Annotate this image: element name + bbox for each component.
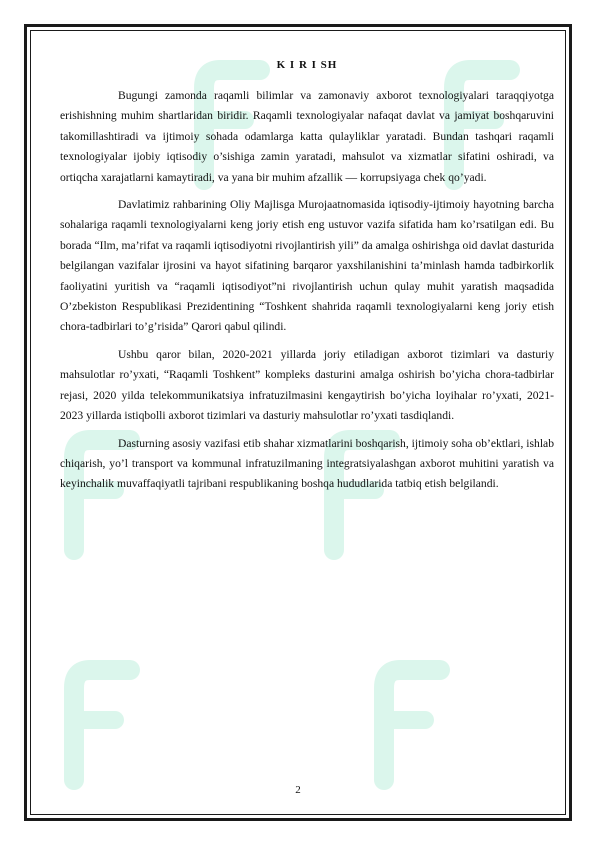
page-number: 2 bbox=[295, 784, 301, 796]
paragraph-address: Davlatimiz rahbarining Oliy Majlisga Murojaatnomasida iqtisodiy-ijtimoiy hayotning barcha sohalariga raqamli texnologiyalarni keng joriy etish eng ustuvor vazifa sifatida ham ko’rsatilgan edi. Bu borada “Ilm, ma’rifat va raqamli iqtisodiyotni rivojlantirish yili” da amalga oshirishga oid davlat dasturida belgilangan vazifalar ijrosini va hayot sifatining barqaror yaxshilanishini ta’minlash hamda tadbirkorlik faoliyatini yuritish va “raqamli iqtisodiyot”ni rivojlantirish uchun qulay muhit yaratish maqsadida O’zbekiston Respublikasi Prezidentining “Toshkent shahrida raqamli texnologiyalarni keng joriy etish chora-tadbirlari to’g’risida” Qarori qabul qilindi. bbox=[60, 198, 554, 334]
paragraph-intro: Bugungi zamonda raqamli bilimlar va zamonaviy axborot texnologiyalari taraqqiyotga erishishning muhim shartlaridan biridir. Raqamli texnologiyalar nafaqat davlat va jamiyat boshqaruvini takomillashtiradi va ijtimoiy sohada odamlarga katta qulayliklar yaratadi. Bundan tashqari raqamli texnologiyalar ijobiy iqtisodiy o’sishiga zamin yaratadi, mahsulot va xizmatlar sifatini oshiradi, va ortiqcha xarajatlarni kamaytiradi, va yana bir muhim afzallik — korrupsiyaga chek qo’yadi. bbox=[60, 89, 554, 184]
paragraph-decree: Ushbu qaror bilan, 2020-2021 yillarda joriy etiladigan axborot tizimlari va dasturiy mahsulotlar ro’yxati, “Raqamli Toshkent” kompleks dasturini amalga oshirish bo’yicha chora-tadbirlar rejasi, 2020 yilda telekommunikatsiya infratuzilmasini kengaytirish bo’yicha loyihalar ro’yxati, 2021- 2023 yillarda istiqbolli axborot tizimlari va dasturiy mahsulotlar ro’yxati tasdiqlandi. bbox=[60, 347, 554, 423]
document-body bbox=[60, 58, 554, 502]
page-title: K I R I SH bbox=[276, 59, 338, 71]
paragraph-program-task: Dasturning asosiy vazifasi etib shahar xizmatlarini boshqarish, ijtimoiy soha ob’ektlari, ishlab chiqarish, yo’l transport va kommunal infratuzilmaning integratsiyalashgan axborot muhitini yaratish va keyinchalik muvaffaqiyatli tajribani respublikaning boshqa hududlarida tatbiq etish belgilandi. bbox=[60, 436, 554, 491]
